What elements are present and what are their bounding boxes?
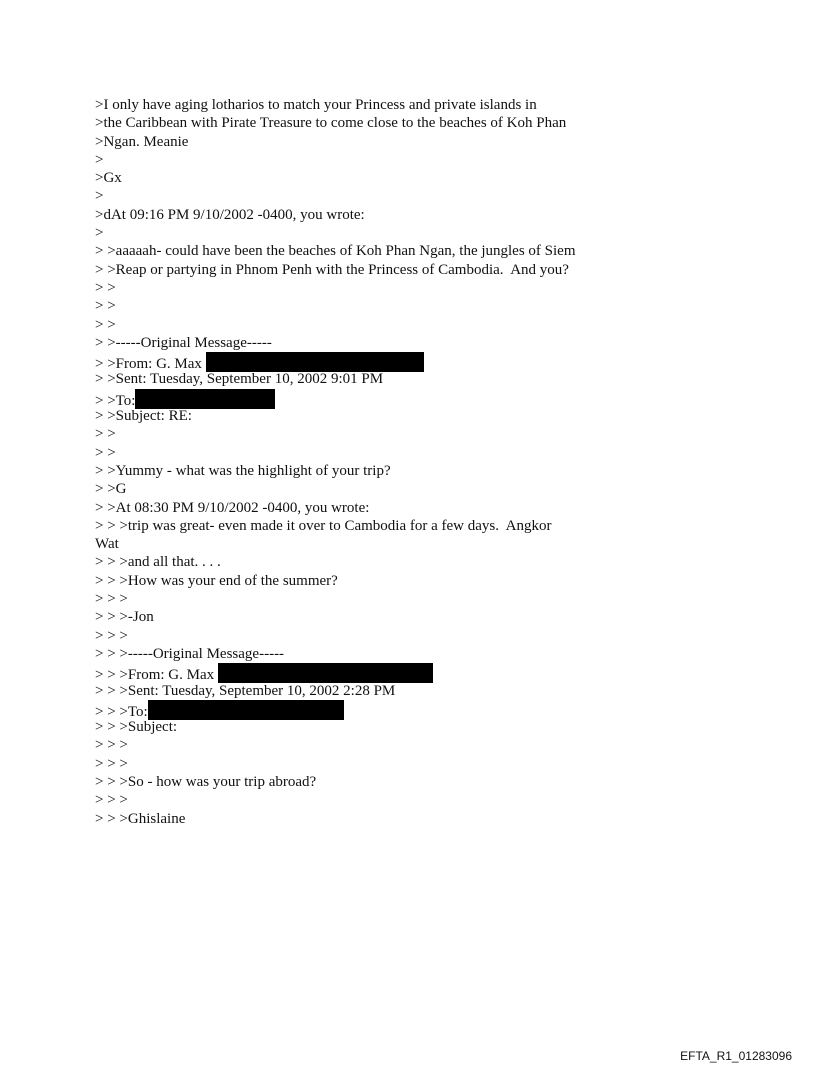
text-line: > >Sent: Tuesday, September 10, 2002 9:01 PM	[95, 371, 384, 388]
to-label: > >To:	[95, 392, 136, 409]
text-line: > > >	[95, 792, 128, 809]
text-line: > > >trip was great- even made it over to Cambodia for a few days. Angkor	[95, 517, 552, 534]
text-line: >	[95, 151, 104, 168]
text-line: > >At 08:30 PM 9/10/2002 -0400, you wrote:	[95, 499, 370, 516]
text-line: > > >	[95, 737, 128, 754]
text-line: > > >	[95, 627, 128, 644]
text-line: > > >	[95, 755, 128, 772]
text-line: > >	[95, 444, 116, 461]
text-line: > > >-Jon	[95, 609, 154, 626]
text-line: >	[95, 188, 104, 205]
from-line	[95, 352, 785, 373]
text-line: > >-----Original Message-----	[95, 334, 272, 351]
text-line: >	[95, 225, 104, 242]
text-line: > >G	[95, 481, 127, 498]
text-line: > >	[95, 279, 116, 296]
text-line: Wat	[95, 536, 119, 553]
redaction-block	[218, 663, 433, 683]
from-line	[95, 663, 785, 684]
text-line: > >Subject: RE:	[95, 408, 192, 425]
text-line: > >aaaaah- could have been the beaches of Koh Phan Ngan, the jungles of Siem	[95, 243, 576, 260]
text-line: > > >So - how was your trip abroad?	[95, 773, 317, 790]
text-line: > >Reap or partying in Phnom Penh with the Princess of Cambodia. And you?	[95, 261, 569, 278]
text-line: > >	[95, 426, 116, 443]
text-line: > > >Subject:	[95, 719, 178, 736]
redaction-block	[206, 352, 424, 372]
to-line	[95, 700, 785, 718]
text-line: >dAt 09:16 PM 9/10/2002 -0400, you wrote:	[95, 206, 365, 223]
text-line: >I only have aging lotharios to match your Princess and private islands in	[95, 97, 537, 113]
text-line: > >Yummy - what was the highlight of your trip?	[95, 462, 391, 479]
text-line: > > >	[95, 591, 128, 608]
text-line: > > >Ghislaine	[95, 810, 186, 827]
to-line	[95, 389, 785, 407]
document-id: EFTA_R1_01283096	[680, 1049, 792, 1063]
text-line: > >	[95, 298, 116, 315]
redaction-block	[135, 389, 275, 409]
text-line: >Gx	[95, 170, 122, 187]
text-line: > > >Sent: Tuesday, September 10, 2002 2:28 PM	[95, 682, 396, 699]
redaction-block	[148, 700, 344, 720]
text-line: > > >-----Original Message-----	[95, 645, 285, 662]
text-line: > > >and all that. . . .	[95, 554, 221, 571]
email-thread-body	[95, 96, 785, 828]
text-line: > >	[95, 316, 116, 333]
to-label: > > >To:	[95, 703, 148, 720]
text-line: >Ngan. Meanie	[95, 133, 189, 150]
from-label: > >From: G. Max	[95, 356, 202, 373]
text-line: > > >How was your end of the summer?	[95, 572, 338, 589]
text-line: >the Caribbean with Pirate Treasure to come close to the beaches of Koh Phan	[95, 115, 567, 132]
from-label: > > >From: G. Max	[95, 667, 215, 684]
